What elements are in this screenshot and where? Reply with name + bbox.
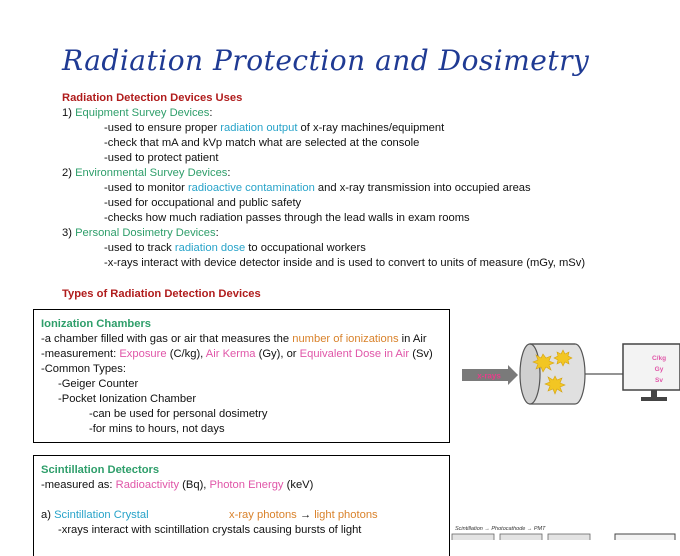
chamber-cylinder <box>520 344 585 404</box>
monitor <box>623 344 680 401</box>
uses-item-1-line-1 <box>104 121 444 135</box>
colon: : <box>209 107 213 119</box>
ionization-common: -Common Types: <box>41 363 126 375</box>
page-title: Radiation Protection and Dosimetry <box>62 44 590 77</box>
highlight: radiation dose <box>174 242 246 254</box>
scintillation-heading: Scintillation Detectors <box>41 464 160 476</box>
scintillation-flow <box>229 508 378 522</box>
text: (keV) <box>283 479 314 491</box>
monitor-unit-2: Gy <box>654 366 664 373</box>
pmt-caption: Scintillation → Photocathode → PMT <box>455 526 546 532</box>
highlight: radioactive contamination <box>187 182 315 194</box>
text: (Gy), or <box>255 348 300 360</box>
ionization-type-1: -Geiger Counter <box>58 378 139 390</box>
ionization-type-2: -Pocket Ionization Chamber <box>58 393 197 405</box>
uses-item-3-line-1 <box>104 241 366 255</box>
uses-item-1-line-2: -check that mA and kVp match what are selected at the console <box>104 137 420 149</box>
ionization-sub-2: -for mins to hours, not days <box>89 423 225 435</box>
ionization-heading: Ionization Chambers <box>41 318 152 330</box>
monitor-unit-3: Sv <box>655 377 663 384</box>
ionization-sub-1: -can be used for personal dosimetry <box>89 408 268 420</box>
text: -used to track <box>104 242 175 254</box>
photocathode-block <box>500 534 542 540</box>
ionization-diagram <box>455 330 680 415</box>
ionization-measurement <box>41 347 433 361</box>
scintillation-crystal-label <box>41 508 149 522</box>
highlight: Photon Energy <box>209 479 284 491</box>
uses-heading: Radiation Detection Devices Uses <box>62 92 243 104</box>
text: -a chamber filled with gas or air that measures the <box>41 333 293 345</box>
flow-to: light photons <box>314 509 378 521</box>
colon: : <box>227 167 231 179</box>
pmt-monitor <box>615 534 675 540</box>
uses-item-3 <box>62 226 219 240</box>
flow-from: x-ray photons <box>229 509 297 521</box>
highlight: Exposure <box>119 348 167 360</box>
highlight: Air Kerma <box>205 348 256 360</box>
item-number: 3) <box>62 227 72 239</box>
text: -used to ensure proper <box>104 122 221 134</box>
uses-item-2 <box>62 166 231 180</box>
text: (Bq), <box>179 479 210 491</box>
text: -measurement: <box>41 348 120 360</box>
arrow: → <box>296 509 315 521</box>
text: (C/kg), <box>166 348 206 360</box>
pmt-diagram <box>450 520 680 540</box>
scintillation-measured <box>41 478 313 492</box>
scintillation-detectors-box <box>33 455 450 556</box>
text: and x-ray transmission into occupied areas <box>314 182 531 194</box>
colon: : <box>215 227 219 239</box>
highlight: number of ionizations <box>292 333 399 345</box>
types-heading: Types of Radiation Detection Devices <box>62 288 261 300</box>
uses-item-1-line-3: -used to protect patient <box>104 152 219 164</box>
text: to occupational workers <box>245 242 366 254</box>
highlight: Radioactivity <box>115 479 180 491</box>
text: in Air <box>398 333 427 345</box>
highlight: Scintillation Crystal <box>54 509 149 521</box>
text: a) <box>41 509 55 521</box>
xrays-arrow <box>462 365 518 385</box>
scintillation-desc: -xrays interact with scintillation crystals causing bursts of light <box>58 524 362 536</box>
ionization-line-1 <box>41 332 427 346</box>
uses-item-2-line-2: -used for occupational and public safety <box>104 197 302 209</box>
uses-item-1 <box>62 106 212 120</box>
ionization-chambers-box <box>33 309 450 443</box>
text: -used to monitor <box>104 182 188 194</box>
uses-item-2-line-1 <box>104 181 531 195</box>
environmental-survey-label: Environmental Survey Devices <box>75 167 228 179</box>
text: of x-ray machines/equipment <box>297 122 445 134</box>
text: -measured as: <box>41 479 116 491</box>
xrays-label: x-rays <box>477 371 501 381</box>
pmt-block <box>548 534 590 540</box>
item-number: 2) <box>62 167 72 179</box>
equipment-survey-label: Equipment Survey Devices <box>75 107 210 119</box>
text: (Sv) <box>409 348 433 360</box>
item-number: 1) <box>62 107 72 119</box>
highlight: radiation output <box>220 122 298 134</box>
highlight: Equivalent Dose in Air <box>299 348 410 360</box>
personal-dosimetry-label: Personal Dosimetry Devices <box>75 227 216 239</box>
uses-item-3-line-2: -x-rays interact with device detector inside and is used to convert to units of measure (mGy, mSv) <box>104 257 586 269</box>
uses-item-2-line-3: -checks how much radiation passes through the lead walls in exam rooms <box>104 212 470 224</box>
crystal-block <box>452 534 494 540</box>
monitor-unit-1: C/kg <box>651 355 667 362</box>
